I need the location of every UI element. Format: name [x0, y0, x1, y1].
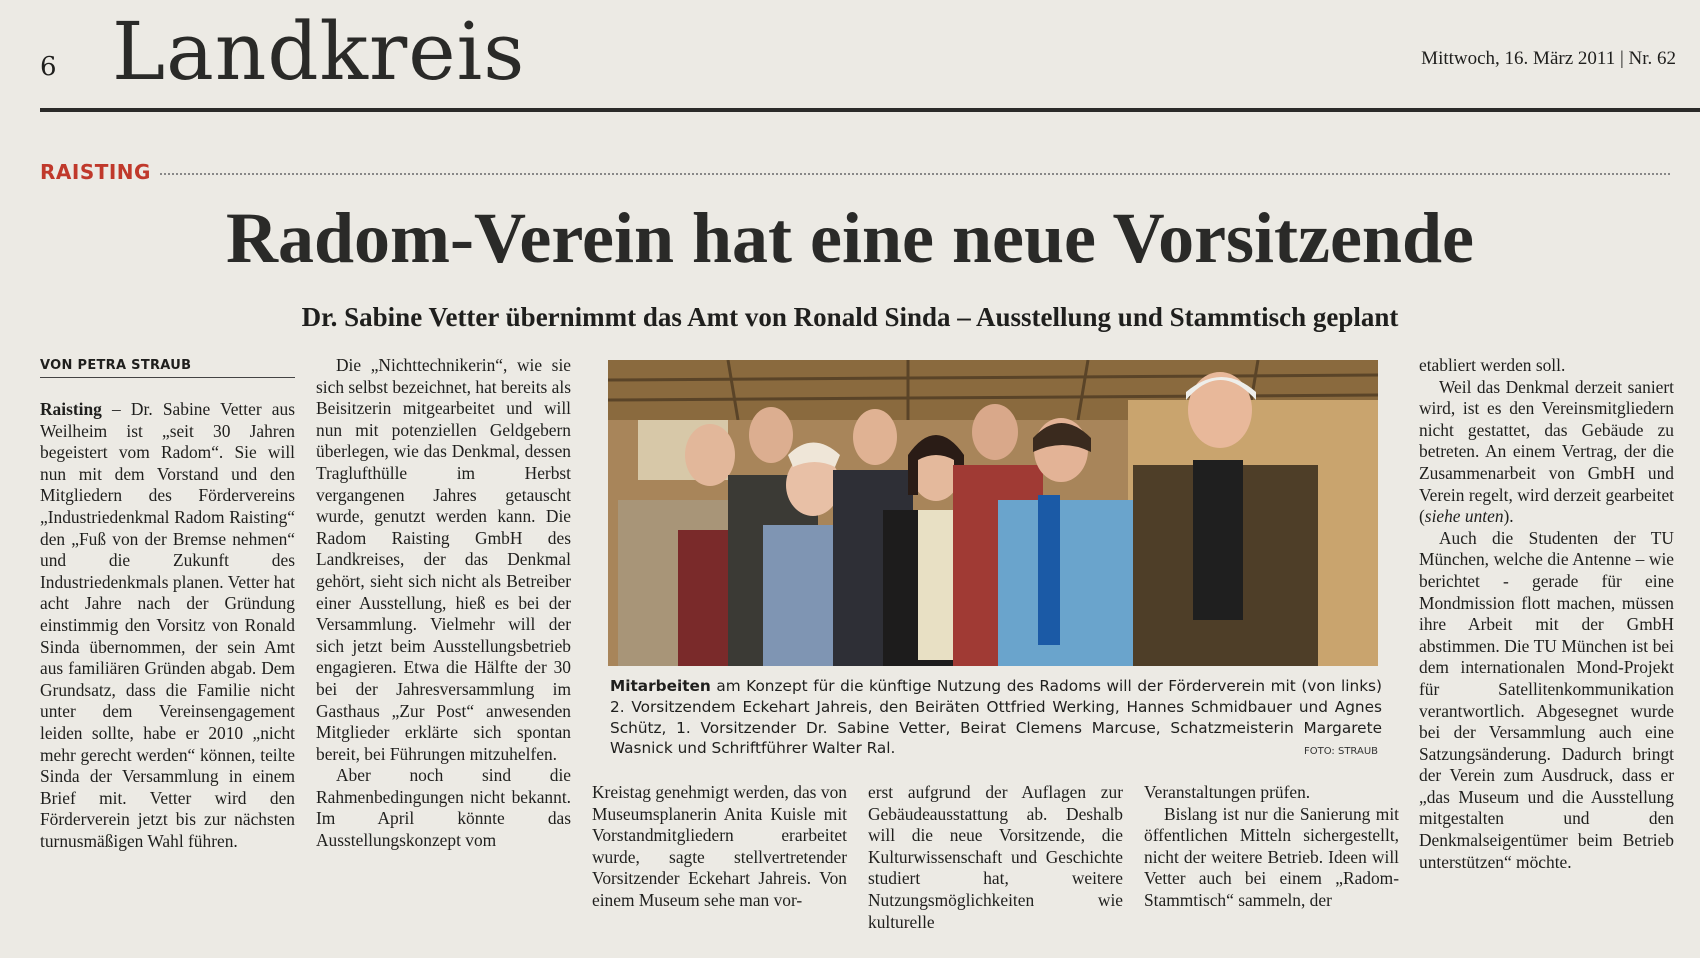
paragraph: etabliert werden soll. — [1419, 355, 1566, 375]
paragraph: Veranstaltungen prüfen. — [1144, 782, 1311, 802]
byline: VON PETRA STRAUB — [40, 358, 295, 378]
kicker-dotted-rule — [160, 173, 1670, 175]
paragraph: – Dr. Sabine Vetter aus Weilheim ist „seit 30 Jahren begeistert vom Radom“. Sie will nun mit dem Vorstand und den Mitgliedern des Fördervereins „Industriedenkmal Radom Raisting“ den „Fuß von der Bremse nehmen“ und die Zukunft des Industriedenkmals planen. Vetter hat acht Jahre nach der Gründung einstimmig den Vorsitz von Ronald Sinda übernommen, der sein Amt aus familiären Gründen abgab. Dem Grundsatz, dass die Familie nicht unter dem Vereinsengagement leiden sollte, habe er 2010 „nicht mehr gerecht werden“ können, teilte Sinda der Versammlung in einem Brief mit. Vetter wird den Förderverein jetzt bis zur nächsten turnusmäßigen Wahl führen. — [40, 399, 295, 851]
text-column-4 — [868, 782, 1123, 933]
text-column-6 — [1419, 355, 1674, 873]
header-rule — [40, 108, 1700, 112]
article-subheadline: Dr. Sabine Vetter übernimmt das Amt von Ronald Sinda – Ausstellung und Stammtisch geplant — [301, 302, 1399, 332]
text-column-5 — [1144, 782, 1399, 912]
photo-caption — [610, 676, 1382, 759]
group-photo — [608, 360, 1378, 666]
photo-credit: FOTO: STRAUB — [1304, 746, 1378, 757]
cross-reference: siehe unten — [1424, 506, 1504, 527]
dateline: Raisting — [40, 399, 102, 419]
paragraph: Die „Nichttechnikerin“, wie sie sich selbst bezeichnet, hat bereits als Beisitzerin mitgearbeitet und will nun mit potenziellen Geldgebern überlegen, wie das Denkmal, dessen Traglufthülle im Herbst vergangenen Jahres getauscht wurde, genutzt werden kann. Die Radom Raisting GmbH des Landkreises, der das Denkmal gehört, sieht sich nicht als Betreiber einer Ausstellung, hieß es bei der Versammlung. Vielmehr will der sich jetzt beim Ausstellungsbetrieb engagieren. Etwa die Hälfte der 30 bei der Jahresversammlung im Gasthaus „Zur Post“ anwesenden Mitglieder erklärte sich spontan bereit, bei Führungen mitzuhelfen. — [316, 355, 571, 764]
kicker-location: RAISTING — [40, 160, 151, 184]
paragraph: Auch die Studenten der TU München, welche die Antenne – wie berichtet - gerade für eine Mondmission flott machen, müssen ihre Arbeit mit der GmbH abstimmen. Die TU München ist bei dem internationalen Mond-Projekt für Satellitenkommunikation verantwortlich. Abgesegnet wurde bei der Versammlung auch eine Satzungsänderung. Dadurch bringt der Verein zum Ausdruck, dass er „das Museum und die Ausstellung mitgestalten und den Denkmalseigentümer beim Betrieb unterstützen“ möchte. — [1419, 527, 1674, 872]
text-column-1 — [40, 399, 295, 852]
caption-lead: Mitarbeiten — [610, 677, 711, 695]
text-column-2 — [316, 355, 571, 852]
page-number: 6 — [40, 52, 57, 82]
caption-text: am Konzept für die künftige Nutzung des Radoms will der Förderverein mit (von links) 2. Vorsitzendem Eckehart Jahreis, den Beiräten Ottfried Werking, Hannes Schmidbauer und Agnes Schütz, 1. Vorsitzender Dr. Sabine Vetter, Beirat Clemens Marcuse, Schatzmeisterin Margarete Wasnick und Schriftführer Walter Ral. — [610, 677, 1382, 758]
paragraph: Aber noch sind die Rahmenbedingungen nicht bekannt. Im April könnte das Ausstellungskonzept vom — [316, 765, 571, 851]
issue-date: Mittwoch, 16. März 2011 | Nr. 62 — [1421, 48, 1676, 69]
article-headline: Radom-Verein hat eine neue Vorsitzende — [226, 198, 1474, 278]
paragraph: erst aufgrund der Auflagen zur Gebäudeausstattung ab. Deshalb will die neue Vorsitzende, die Kulturwissenschaft und Geschichte studiert hat, weitere Nutzungsmöglichkeiten wie kulturelle — [868, 782, 1123, 932]
paragraph: Weil das Denkmal derzeit saniert wird, ist es den Vereinsmitgliedern nicht gestattet, das Gebäude zu betreten. An einem Vertrag, der die Zusammenarbeit von GmbH und Verein regelt, wird derzeit gearbeitet (siehe unten). — [1419, 376, 1674, 527]
text-column-3 — [592, 782, 847, 912]
paragraph: Kreistag genehmigt werden, das von Museumsplanerin Anita Kuisle mit Vorstandmitgliedern erarbeitet wurde, sagte stellvertretender Vorsitzender Eckehart Jahreis. Von einem Museum sehe man vor- — [592, 782, 847, 910]
paragraph: Bislang ist nur die Sanierung mit öffentlichen Mitteln sichergestellt, nicht der weitere Betrieb. Ideen will Vetter auch bei einem „Radom-Stammtisch“ sammeln, der — [1144, 803, 1399, 910]
section-title: Landkreis — [112, 5, 526, 98]
